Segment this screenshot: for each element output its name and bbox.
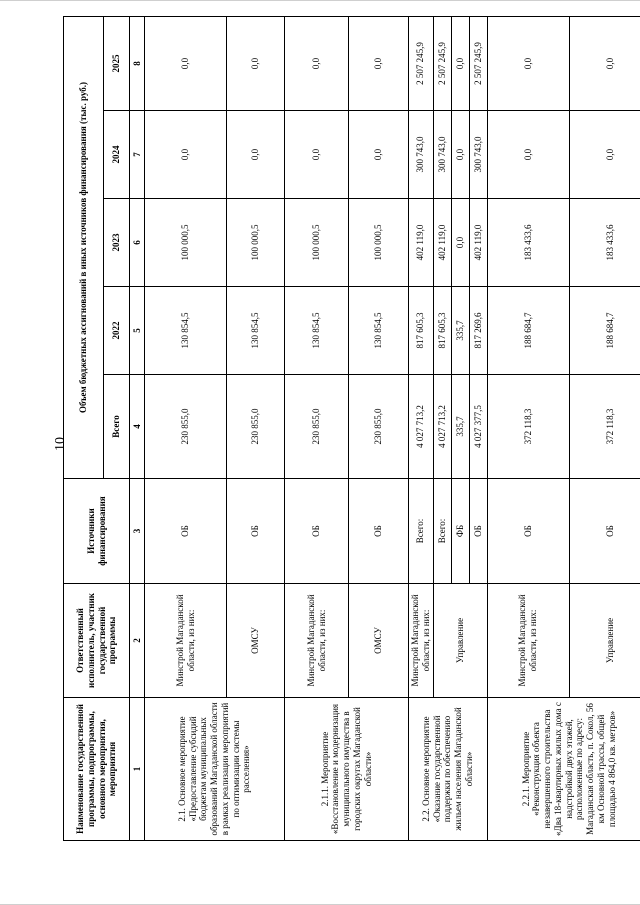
row-name-2-2: 2.2. Основное мероприятие «Оказание государственной поддержки по обеспечению жильем населения Магаданской области»	[409, 698, 488, 841]
row-executor: Минстрой Магаданской области, из них:	[409, 584, 434, 698]
table-row	[409, 16, 434, 840]
value-2024: 0,0	[285, 111, 349, 199]
value-2022: 130 854,5	[349, 287, 409, 375]
header-year-total: Всего	[104, 375, 130, 479]
value-2024: 0,0	[227, 111, 285, 199]
column-index: 6	[130, 199, 145, 287]
value-2024: 300 743,0	[409, 111, 434, 199]
value-2022: 130 854,5	[145, 287, 227, 375]
value-2023: 183 433,6	[569, 199, 640, 287]
value-total: 4 027 713,2	[409, 375, 434, 479]
value-2024: 0,0	[569, 111, 640, 199]
row-executor: Минстрой Магаданской области, из них:	[285, 584, 349, 698]
value-total: 4 027 713,2	[433, 375, 451, 479]
row-source: ФБ	[451, 479, 469, 584]
value-total: 372 118,3	[487, 375, 569, 479]
table-row	[285, 16, 349, 840]
row-executor: ОМСУ	[227, 584, 285, 698]
value-2025: 0,0	[569, 16, 640, 110]
value-total: 230 855,0	[349, 375, 409, 479]
row-executor: Управление	[569, 584, 640, 698]
value-total: 230 855,0	[145, 375, 227, 479]
column-index: 8	[130, 16, 145, 110]
value-2024: 0,0	[487, 111, 569, 199]
value-2023: 183 433,6	[487, 199, 569, 287]
header-year-2022: 2022	[104, 287, 130, 375]
value-total: 335,7	[451, 375, 469, 479]
row-source: ОБ	[469, 479, 487, 584]
value-2022: 817 605,3	[409, 287, 434, 375]
value-2023: 402 119,0	[469, 199, 487, 287]
value-total: 230 855,0	[227, 375, 285, 479]
row-source: ОБ	[349, 479, 409, 584]
financing-table	[63, 16, 640, 841]
value-total: 372 118,3	[569, 375, 640, 479]
row-source: ОБ	[227, 479, 285, 584]
row-name-2-2-1: 2.2.1. Мероприятие «Реконструкция объекта незавершенного строительства «Два 18-квартирных жилых дома с надстройкой двух этажей, расположенные по адресу: Магаданская область, п. Сокол, 56 км Основной трассы, общей площадью 4 864,0 кв. метров»	[487, 698, 640, 841]
value-2023: 402 119,0	[409, 199, 434, 287]
header-amount-group: Объем бюджетных ассигнований в иных источников финансирования (тыс. руб.)	[64, 16, 104, 478]
column-index: 1	[130, 698, 145, 841]
row-name-2-1: 2.1. Основное мероприятие «Предоставление субсидий бюджетам муниципальных образований Магаданской области в рамках реализации мероприятий по оптимизации системы расселения»	[145, 698, 285, 841]
value-2025: 2 507 245,9	[469, 16, 487, 110]
value-2022: 335,7	[451, 287, 469, 375]
value-2022: 130 854,5	[227, 287, 285, 375]
value-2023: 100 000,5	[285, 199, 349, 287]
value-2022: 817 605,3	[433, 287, 451, 375]
value-2023: 0,0	[451, 199, 469, 287]
row-source: Всего:	[433, 479, 451, 584]
value-2025: 2 507 245,9	[409, 16, 434, 110]
value-2025: 2 507 245,9	[433, 16, 451, 110]
value-2025: 0,0	[451, 16, 469, 110]
value-2022: 130 854,5	[285, 287, 349, 375]
value-2025: 0,0	[145, 16, 227, 110]
table-row	[487, 16, 569, 840]
column-index: 3	[130, 479, 145, 584]
row-source: ОБ	[569, 479, 640, 584]
value-2022: 188 684,7	[487, 287, 569, 375]
header-year-2025: 2025	[104, 16, 130, 110]
row-source: ОБ	[145, 479, 227, 584]
value-2022: 817 269,6	[469, 287, 487, 375]
header-year-2023: 2023	[104, 199, 130, 287]
value-2022: 188 684,7	[569, 287, 640, 375]
scan-top-edge	[0, 0, 640, 1]
value-total: 230 855,0	[285, 375, 349, 479]
value-2025: 0,0	[285, 16, 349, 110]
row-source: Всего:	[409, 479, 434, 584]
header-name: Наименование государственной программы, подпрограммы, основного мероприятия, мероприятия	[64, 698, 130, 841]
column-index: 5	[130, 287, 145, 375]
value-2023: 100 000,5	[349, 199, 409, 287]
column-index: 4	[130, 375, 145, 479]
value-2024: 300 743,0	[469, 111, 487, 199]
value-2024: 0,0	[145, 111, 227, 199]
header-source: Источники финансирования	[64, 479, 130, 584]
value-total: 4 027 377,5	[469, 375, 487, 479]
value-2023: 100 000,5	[145, 199, 227, 287]
value-2023: 402 119,0	[433, 199, 451, 287]
value-2024: 300 743,0	[433, 111, 451, 199]
row-name-2-1-1: 2.1.1. Мероприятие «Восстановление и модернизация муниципального имущества в городских округах Магаданской области»	[285, 698, 409, 841]
row-executor: Минстрой Магаданской области, из них:	[487, 584, 569, 698]
rotated-page-content	[63, 17, 617, 841]
row-executor: Минстрой Магаданской области, из них:	[145, 584, 227, 698]
value-2025: 0,0	[487, 16, 569, 110]
column-index: 7	[130, 111, 145, 199]
value-2024: 0,0	[349, 111, 409, 199]
row-source: ОБ	[285, 479, 349, 584]
row-executor: Управление	[433, 584, 487, 698]
header-year-2024: 2024	[104, 111, 130, 199]
value-2024: 0,0	[451, 111, 469, 199]
value-2023: 100 000,5	[227, 199, 285, 287]
table-row	[145, 16, 227, 840]
value-2025: 0,0	[227, 16, 285, 110]
row-executor: ОМСУ	[349, 584, 409, 698]
value-2025: 0,0	[349, 16, 409, 110]
row-source: ОБ	[487, 479, 569, 584]
header-executor: Ответственный исполнитель, участник государственной программы	[64, 584, 130, 698]
column-index: 2	[130, 584, 145, 698]
page-number: 10	[53, 437, 68, 451]
